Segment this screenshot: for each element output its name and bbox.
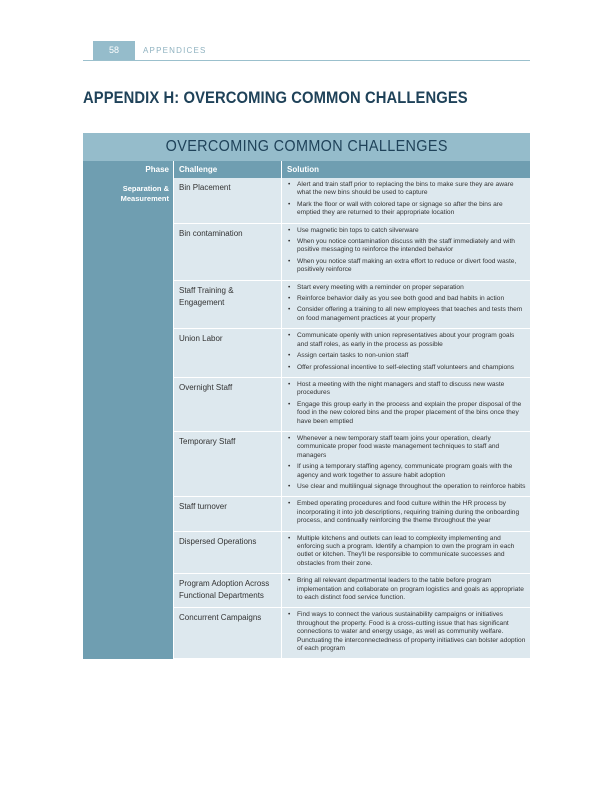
- solution-text: Start every meeting with a reminder on proper separation: [297, 283, 464, 291]
- solution-text: Whenever a new temporary staff team joins your operation, clearly communicate proper food waste management techniques to staff and managers: [297, 434, 500, 459]
- solution-bullet: [288, 401, 526, 426]
- solution-bullet: [288, 435, 526, 460]
- table-row: [174, 532, 530, 575]
- solution-text: Bring all relevant departmental leaders to the table before program implementation and collaborate on program logistics and goals as appropriate to each distinct food service function.: [297, 577, 524, 602]
- solution-bullet: [288, 364, 526, 372]
- solution-text: Use clear and multilingual signage throughout the operation to reinforce habits: [297, 482, 526, 490]
- table-header-row: [83, 161, 530, 178]
- solution-bullet: [288, 258, 526, 275]
- solution-bullet: [288, 227, 526, 235]
- table-rows: [174, 178, 530, 659]
- solution-text: Reinforce behavior daily as you see both good and bad habits in action: [297, 295, 505, 303]
- solution-bullet: [288, 483, 526, 491]
- challenge-cell: Overnight Staff: [174, 378, 282, 431]
- solution-cell: [282, 329, 530, 377]
- solution-text: Embed operating procedures and food culture within the HR process by incorporating it into job descriptions, requiring training during the onboarding process, and continually reinforcing the theme throughout the year: [297, 500, 520, 525]
- column-header-challenge: Challenge: [174, 161, 282, 178]
- solution-bullet: [288, 332, 526, 349]
- table-row: [174, 378, 530, 432]
- column-header-phase: Phase: [83, 161, 174, 178]
- solution-bullet: [288, 306, 526, 323]
- solution-bullet: [288, 352, 526, 360]
- page-number: 58: [93, 41, 135, 60]
- solution-text: Use magnetic bin tops to catch silverware: [297, 226, 419, 234]
- solution-bullet: [288, 611, 526, 653]
- solution-text: Offer professional incentive to self-electing staff volunteers and champions: [297, 363, 515, 371]
- challenge-cell: Temporary Staff: [174, 432, 282, 496]
- solution-text: Communicate openly with union representatives about your program goals and staff roles, as early in the process as possible: [297, 332, 515, 348]
- bullet-icon: •: [288, 257, 291, 265]
- challenge-cell: Bin contamination: [174, 224, 282, 280]
- solution-cell: [282, 497, 530, 530]
- solution-text: Mark the floor or wall with colored tape or signage so after the bins are emptied they are returned to their appropriate location: [297, 200, 503, 217]
- solution-cell: [282, 432, 530, 496]
- solution-cell: [282, 178, 530, 223]
- bullet-icon: •: [288, 181, 291, 188]
- bullet-icon: •: [288, 380, 291, 388]
- solution-bullet: [288, 500, 526, 525]
- table-row: [174, 329, 530, 378]
- table-row: [174, 574, 530, 608]
- solution-cell: [282, 224, 530, 280]
- solution-cell: [282, 608, 530, 658]
- solution-cell: [282, 378, 530, 431]
- bullet-icon: •: [288, 577, 291, 585]
- bullet-icon: •: [288, 238, 291, 246]
- table-row: [174, 432, 530, 497]
- solution-text: Multiple kitchens and outlets can lead to complexity implementing and enforcing such a program. Identify a champion to own the program in each outlet or kitchen. They'll be responsible to communicate successes and obstacles from their zone.: [297, 534, 515, 567]
- solution-bullet: [288, 535, 526, 569]
- challenge-cell: Program Adoption Across Functional Departments: [174, 574, 282, 607]
- bullet-icon: •: [288, 200, 291, 208]
- solution-bullet: [288, 181, 526, 198]
- running-head: APPENDICES: [143, 46, 207, 55]
- challenge-cell: Union Labor: [174, 329, 282, 377]
- bullet-icon: •: [288, 226, 291, 234]
- solution-text: When you notice staff making an extra effort to reduce or divert food waste, positively reinforce: [297, 257, 517, 274]
- challenge-cell: Dispersed Operations: [174, 532, 282, 574]
- solution-bullet: [288, 295, 526, 303]
- solution-cell: [282, 532, 530, 574]
- solution-bullet: [288, 284, 526, 292]
- table-title-text: OVERCOMING COMMON CHALLENGES: [165, 138, 448, 155]
- table-row: [174, 281, 530, 330]
- appendix-title: APPENDIX H: OVERCOMING COMMON CHALLENGES: [83, 88, 468, 107]
- solution-text: Consider offering a training to all new employees that teaches and tests them on food management practices at your property: [297, 306, 523, 322]
- table-row: [174, 224, 530, 281]
- bullet-icon: •: [288, 295, 291, 303]
- phase-cell: Separation & Measurement: [83, 178, 174, 659]
- bullet-icon: •: [288, 463, 291, 471]
- bullet-icon: •: [288, 482, 291, 490]
- solution-text: Alert and train staff prior to replacing the bins to make sure they are aware what the new bins should be used to capture: [297, 181, 514, 197]
- solution-cell: [282, 281, 530, 329]
- solution-cell: [282, 574, 530, 607]
- header-rule: [83, 60, 530, 61]
- solution-text: If using a temporary staffing agency, communicate program goals with the agency and work together to assure habit adoption: [297, 463, 513, 479]
- solution-bullet: [288, 201, 526, 218]
- bullet-icon: •: [288, 534, 291, 542]
- challenge-cell: Bin Placement: [174, 178, 282, 223]
- table-row: [174, 497, 530, 531]
- bullet-icon: •: [288, 611, 291, 619]
- bullet-icon: •: [288, 332, 291, 340]
- bullet-icon: •: [288, 352, 291, 360]
- table-row: [174, 608, 530, 659]
- solution-text: Assign certain tasks to non-union staff: [297, 352, 409, 360]
- solution-text: Engage this group early in the process and explain the proper disposal of the food in the new colored bins and the proper placement of the bins once they have been emptied: [297, 400, 522, 425]
- bullet-icon: •: [288, 500, 291, 508]
- bullet-icon: •: [288, 434, 291, 442]
- challenges-table: [83, 133, 530, 659]
- bullet-icon: •: [288, 283, 291, 291]
- solution-text: When you notice contamination discuss with the staff immediately and with positive messaging to reinforce the intended behavior: [297, 238, 515, 254]
- solution-bullet: [288, 238, 526, 255]
- solution-bullet: [288, 577, 526, 602]
- solution-text: Host a meeting with the night managers and staff to discuss new waste procedures: [297, 380, 505, 397]
- table-body: [83, 178, 530, 659]
- solution-bullet: [288, 381, 526, 398]
- table-row: [174, 178, 530, 224]
- table-title: [83, 133, 530, 161]
- bullet-icon: •: [288, 306, 291, 314]
- challenge-cell: Concurrent Campaigns: [174, 608, 282, 658]
- column-header-solution: Solution: [287, 165, 319, 174]
- challenge-cell: Staff Training & Engagement: [174, 281, 282, 329]
- challenge-cell: Staff turnover: [174, 497, 282, 530]
- solution-bullet: [288, 463, 526, 480]
- solution-text: Find ways to connect the various sustainability campaigns or initiatives throughout the property. Food is a cross-cutting issue that has significant connections to water and energy usage, as well as community welfare. Punctuating the interconnectedness of property initiatives can bolster adoption of each program: [297, 611, 526, 653]
- bullet-icon: •: [288, 400, 291, 408]
- bullet-icon: •: [288, 363, 291, 371]
